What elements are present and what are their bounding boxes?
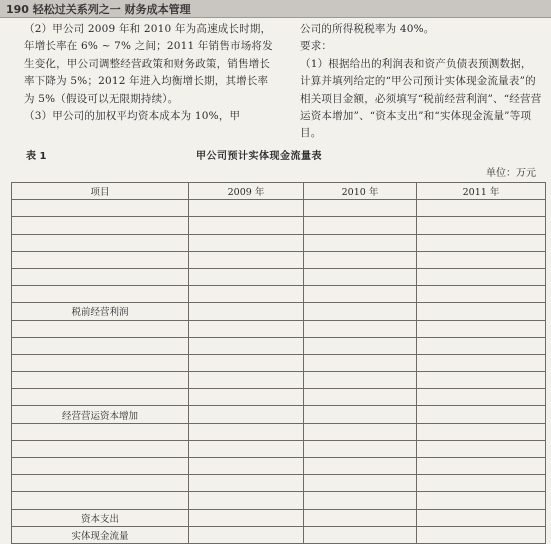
table-row <box>12 475 546 492</box>
table-row <box>12 372 546 389</box>
row-label-cell <box>12 354 189 371</box>
row-label-cell <box>12 475 189 492</box>
paragraph: （3）甲公司的加权平均资本成本为 10%，甲 <box>24 110 241 123</box>
table-row <box>12 354 546 371</box>
value-cell <box>417 217 546 234</box>
value-cell <box>189 200 304 217</box>
value-cell <box>189 406 304 423</box>
value-cell <box>304 354 417 371</box>
value-cell <box>304 526 417 543</box>
table-label: 表 1 <box>26 151 47 162</box>
value-cell <box>304 217 417 234</box>
value-cell <box>304 389 417 406</box>
row-label-cell <box>12 389 189 406</box>
table-row <box>12 268 546 285</box>
value-cell <box>189 354 304 371</box>
table-row <box>12 200 546 217</box>
value-cell <box>417 234 546 251</box>
table-row <box>12 251 546 268</box>
value-cell <box>417 406 546 423</box>
value-cell <box>417 389 546 406</box>
row-label-cell: 经营营运资本增加 <box>12 406 189 423</box>
value-cell <box>189 509 304 526</box>
paragraph: 要求： <box>300 40 333 53</box>
value-cell <box>304 303 417 320</box>
value-cell <box>304 337 417 354</box>
table-row <box>12 526 546 543</box>
value-cell <box>417 303 546 320</box>
value-cell <box>304 423 417 440</box>
table-header-row <box>12 183 546 200</box>
table-row <box>12 406 546 423</box>
value-cell <box>304 320 417 337</box>
value-cell <box>189 526 304 543</box>
value-cell <box>417 423 546 440</box>
value-cell <box>417 268 546 285</box>
value-cell <box>417 492 546 509</box>
row-label-cell <box>12 492 189 509</box>
value-cell <box>304 234 417 251</box>
value-cell <box>417 200 546 217</box>
value-cell <box>304 268 417 285</box>
header-cell: 2009 年 <box>189 183 304 200</box>
value-cell <box>189 320 304 337</box>
row-label-cell: 资本支出 <box>12 509 189 526</box>
table-row <box>12 337 546 354</box>
value-cell <box>189 389 304 406</box>
value-cell <box>189 286 304 303</box>
table-row <box>12 320 546 337</box>
value-cell <box>189 372 304 389</box>
value-cell <box>417 440 546 457</box>
value-cell <box>417 509 546 526</box>
table-row <box>12 217 546 234</box>
value-cell <box>304 372 417 389</box>
row-label-cell <box>12 234 189 251</box>
row-label-cell <box>12 372 189 389</box>
header-cell: 项目 <box>12 183 189 200</box>
value-cell <box>189 440 304 457</box>
value-cell <box>304 475 417 492</box>
table-row <box>12 509 546 526</box>
row-label-cell <box>12 423 189 440</box>
table-row <box>12 389 546 406</box>
right-column-text <box>300 21 542 143</box>
row-label-cell <box>12 217 189 234</box>
row-label-cell <box>12 251 189 268</box>
cash-flow-table <box>11 182 546 544</box>
value-cell <box>189 492 304 509</box>
value-cell <box>304 492 417 509</box>
value-cell <box>189 234 304 251</box>
value-cell <box>417 526 546 543</box>
value-cell <box>417 372 546 389</box>
row-label-cell: 实体现金流量 <box>12 526 189 543</box>
table-unit: 单位：万元 <box>486 168 536 179</box>
value-cell <box>417 320 546 337</box>
paragraph: 公司的所得税税率为 40%。 <box>300 23 435 35</box>
table-title: 甲公司预计实体现金流量表 <box>196 151 322 162</box>
value-cell <box>189 423 304 440</box>
table-row <box>12 423 546 440</box>
row-label-cell <box>12 337 189 354</box>
row-label-cell <box>12 200 189 217</box>
value-cell <box>304 286 417 303</box>
row-label-cell <box>12 320 189 337</box>
paragraph: （2）甲公司 2009 年和 2010 年为高速成长时期，年增长率在 6% ~ 7% 之间；2011 年销售市场将发生变化，甲公司调整经营政策和财务政策，销售增长率下降为 5%；2012 年进入均衡增长期，其增长率为 5%（假设可以无限期持续）。 <box>24 23 273 105</box>
left-column-text <box>24 21 276 125</box>
row-label-cell: 税前经营利润 <box>12 303 189 320</box>
table-row <box>12 234 546 251</box>
row-label-cell <box>12 458 189 475</box>
value-cell <box>304 251 417 268</box>
row-label-cell <box>12 268 189 285</box>
value-cell <box>189 251 304 268</box>
value-cell <box>417 354 546 371</box>
table-row <box>12 440 546 457</box>
value-cell <box>189 458 304 475</box>
value-cell <box>417 251 546 268</box>
row-label-cell <box>12 440 189 457</box>
value-cell <box>189 303 304 320</box>
header-cell: 2010 年 <box>304 183 417 200</box>
value-cell <box>304 406 417 423</box>
table-row <box>12 492 546 509</box>
value-cell <box>304 200 417 217</box>
page-header-band <box>0 0 551 18</box>
value-cell <box>189 217 304 234</box>
value-cell <box>189 475 304 492</box>
paragraph: （1）根据给出的利润表和资产负债表预测数据，计算并填列给定的“甲公司预计实体现金流量表”的相关项目金额，必须填写“税前经营利润”、“经营营运资本增加”、“资本支出”和“实体现金流量”等项目。 <box>300 57 542 140</box>
row-label-cell <box>12 286 189 303</box>
value-cell <box>304 458 417 475</box>
header-cell: 2011 年 <box>417 183 546 200</box>
value-cell <box>417 475 546 492</box>
table-row <box>12 286 546 303</box>
value-cell <box>189 337 304 354</box>
table-row <box>12 303 546 320</box>
value-cell <box>304 440 417 457</box>
table-row <box>12 458 546 475</box>
page-header: 190 轻松过关系列之一 财务成本管理 <box>6 3 191 16</box>
value-cell <box>417 458 546 475</box>
value-cell <box>417 286 546 303</box>
value-cell <box>304 509 417 526</box>
value-cell <box>417 337 546 354</box>
value-cell <box>189 268 304 285</box>
